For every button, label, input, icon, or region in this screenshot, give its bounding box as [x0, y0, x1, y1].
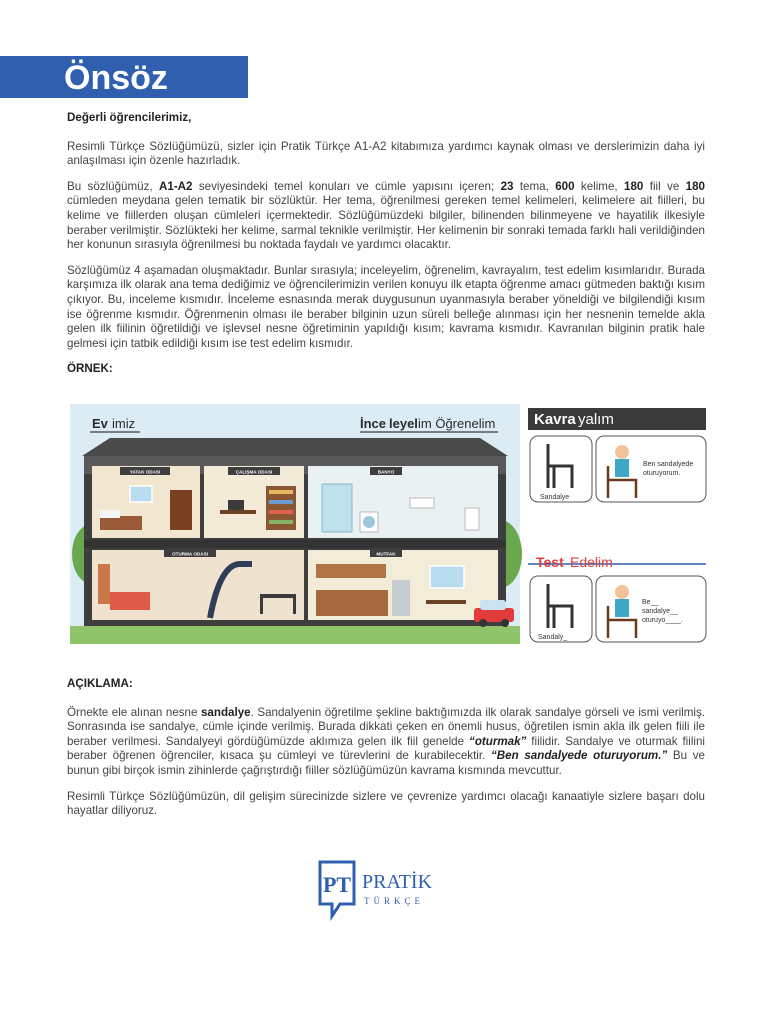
- logo-sub: TÜRKÇE: [364, 896, 424, 906]
- kitchen-window: [430, 566, 464, 588]
- kavrayalim-title-rest: yalım: [578, 411, 614, 428]
- page-title: Önsöz: [64, 59, 168, 97]
- sofa: [110, 592, 150, 610]
- example-illustration: [70, 404, 708, 644]
- banner-bold: İnce: [360, 416, 387, 431]
- kavrayalim-sentence: Ben sandalyede oturuyorum.: [643, 461, 694, 477]
- room-label-study: ÇALIŞMA ODASI: [235, 469, 273, 475]
- aciklama-heading: AÇIKLAMA:: [67, 677, 133, 690]
- test-line-2: sandalye__: [642, 608, 678, 615]
- kitchen-cabinets: [316, 590, 388, 616]
- roof: [82, 438, 508, 456]
- shower: [322, 484, 352, 532]
- kavrayalim-caption: Sandalye: [540, 494, 570, 501]
- house-title-rest: imiz: [112, 416, 136, 431]
- test-chair-card: [530, 576, 592, 642]
- kitchen-table: [426, 600, 466, 604]
- room-label-bathroom: BANYO: [377, 469, 395, 475]
- banner-mid: leyel: [389, 416, 418, 431]
- test-edelim-title-rest: Edelim: [570, 554, 613, 570]
- test-line-1: Be__: [642, 599, 659, 606]
- intro-section: [67, 111, 705, 388]
- test-edelim-title-bold: Test: [536, 554, 564, 570]
- dining-table: [260, 594, 296, 598]
- kavrayalim-title-bold: Kavra: [534, 411, 576, 428]
- bedroom-window: [130, 486, 152, 502]
- pratik-turkce-logo: [318, 858, 458, 922]
- aciklama-section: [67, 677, 705, 830]
- car: [474, 608, 514, 622]
- house-title-bold: Ev: [92, 416, 108, 431]
- kavrayalim-sentence-line: Ben sandalyede: [643, 461, 694, 468]
- logo-mark: PT: [322, 872, 352, 897]
- greeting: Değerli öğrencilerimiz,: [67, 111, 192, 124]
- kavrayalim-chair-card: [530, 436, 592, 502]
- banner-rest: im Öğrenelim: [418, 416, 496, 431]
- logo-word: PRATİK: [362, 871, 433, 893]
- ornek-heading: ÖRNEK:: [67, 362, 113, 376]
- wardrobe: [170, 490, 192, 530]
- test-line-3: oturuyo____.: [642, 617, 683, 624]
- kavrayalim-sentence-card: [596, 436, 706, 502]
- toilet: [465, 508, 479, 530]
- paragraph-1: Resimli Türkçe Sözlüğümüzü, sizler için Pratik Türkçe A1-A2 kitabımıza yardımcı kaynak olması ve derslerimizin daha iyi anlaşılması için özenle hazırladık.: [67, 139, 705, 168]
- fridge: [392, 580, 410, 616]
- room-label-bedroom: YATAK ODASI: [129, 469, 161, 475]
- desk: [220, 510, 256, 514]
- paragraph-3: Sözlüğümüz 4 aşamadan oluşmaktadır. Bunlar sırasıyla; inceleyelim, öğrenelim, kavrayalım, test edelim kısımlarıdır. Burada karşımıza ilk olarak ana tema dediğimiz ve öğrencilerimizin verilen konuyu ilk etapta öğrenme amacı gütmeden baktığı kısım çıkıyor. Bu, inceleme kısmıdır. İnceleme esnasında merak duygusunun uyanmasıyla beraber yöneldiği ve bilgilendiği kısım ise öğrenme kısmıdır. Öğrenmenin olması ile beraber bilginin uzun süreli belleğe alınması için her nesnenin temelde akla gelen ilk fiilinin öğretildiği ve işlevsel nesne öğretiminin yapıldığı kısım; kavrama kısmıdır. Kavranılan bilginin pratik hale gelmesi için tatbik edildiği kısım ise test edelim kısmıdır.: [67, 263, 705, 350]
- room-label-living: OTURMA ODASI: [172, 551, 208, 557]
- aciklama-paragraph-1: Örnekte ele alınan nesne sandalye. Sandalyenin öğretilme şekline baktığımızda ilk olarak sandalye görseli ve ismi verilmiş. Sonrasında ise sandalye, cümle içinde verilmiş. Burada dikkati çeken en önemli husus, öğretilen ismin akla ilk gelen fiili ile beraber verilmesi. Sandalyeyi gördüğümüzde aklımıza gelen ilk fiil genelde “oturmak” fiilidir. Sandalye ve oturmak fiilini beraber öğrenen öğrenciler, kısaca şu cümleyi ve türevlerini de kurabilecektir. “Ben sandalyede oturuyorum.” Bu ve bunun gibi birçok ismin zihinlerde çağrıştırdığı fiiller sözlüğümüzün kavrama kısmında mevcuttur.: [67, 705, 706, 777]
- room-label-kitchen: MUTFAK: [376, 551, 396, 557]
- boy-head: [615, 445, 629, 459]
- paragraph-2: Bu sözlüğümüz, A1-A2 seviyesindeki temel konuları ve cümle yapısını içeren; 23 tema, 600 kelime, 180 fiil ve 180 cümleden meydana gelen tematik bir sözlüktür. Her tema, öğrenilmesi gereken temel kelimeleri, kelimelere ait fiilleri, bu kelime ve fiillerden oluşan cümleleri içermektedir. Sözlüğümüzdeki bilgiler, bilinenden bilinmeyene ve hayatilik ilkesiyle beraber verilmiştir. Sözlükteki her kelime, sarmal teknikle verilmiştir. Her kelimenin bir sonraki temada farklı hali verildiğinden her konunun sırasıyla öğrenilmesi bu noktada faydalı ve yardımcı olacaktır.: [67, 179, 705, 252]
- bed: [100, 516, 142, 530]
- test-caption: Sandaly_: [538, 634, 568, 641]
- aciklama-paragraph-2: Resimli Türkçe Sözlüğümüzün, dil gelişim sürecinizde sizlere ve çevrenize yardımcı olacağı kanaatiyle sizlere başarı dolu hayatlar diliyoruz.: [67, 789, 705, 818]
